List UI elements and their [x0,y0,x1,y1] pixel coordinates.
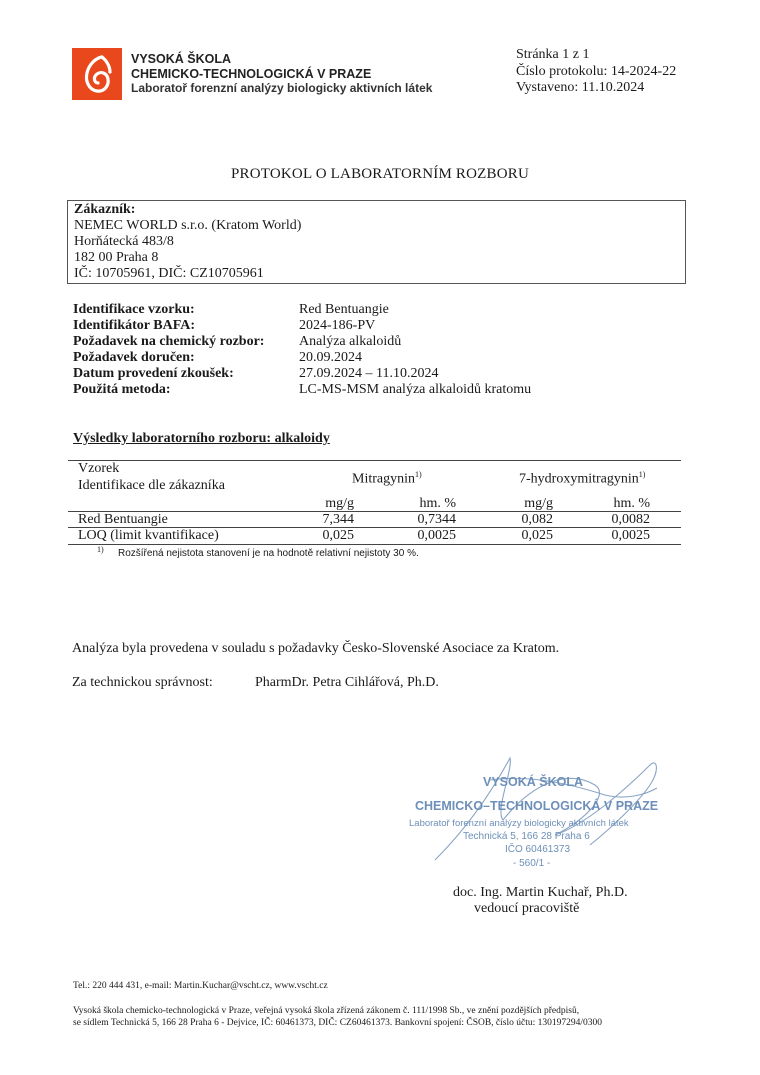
col-header-mitragynin: Mitragynin$^{1)}$ [352,470,422,487]
stamp-line4: Technická 5, 166 28 Praha 6 [463,831,590,842]
bafa-id-label: Identifikátor BAFA: [73,318,195,333]
signatory-name: doc. Ing. Martin Kuchař, Ph.D. [453,885,628,900]
request-delivered-label: Požadavek doručen: [73,350,195,365]
laboratory-name: Laboratoř forenzní analýzy biologicky aktivních látek [131,81,433,95]
analysis-request-label: Požadavek na chemický rozbor: [73,334,265,349]
signatory-role: vedoucí pracoviště [474,901,580,916]
unit-mgg-1: mg/g [325,496,354,511]
row-loq-7oh-mgg: 0,025 [521,528,553,543]
issue-date: Vystaveno: 11.10.2024 [516,80,645,95]
footer-contact: Tel.: 220 444 431, e-mail: Martin.Kuchar@vscht.cz, www.vscht.cz [73,981,328,991]
test-date-label: Datum provedení zkoušek: [73,366,234,381]
stamp-line3: Laboratoř forenzní analýzy biologicky aktivních látek [409,818,629,829]
row-sample-7oh-mgg: 0,082 [521,512,553,527]
customer-ids: IČ: 10705961, DIČ: CZ10705961 [74,266,264,281]
test-date-value: 27.09.2024 – 11.10.2024 [299,366,439,381]
document-title: PROTOKOL O LABORATORNÍM ROZBORU [230,166,530,182]
vscht-logo [72,48,122,100]
institution-name-line1: VYSOKÁ ŠKOLA [131,52,232,66]
method-value: LC-MS-MSM analýza alkaloidů kratomu [299,382,532,397]
customer-street: Horňátecká 483/8 [74,234,174,249]
technical-label: Za technickou správnost: [72,675,213,690]
row-sample-name: Red Bentuangie [78,512,168,527]
footnote-mark: 1) [97,545,104,554]
unit-hm-1: hm. % [419,496,456,511]
customer-heading: Zákazník: [74,202,136,217]
row-loq-7oh-hm: 0,0025 [611,528,650,543]
stamp-line5: IČO 60461373 [505,844,571,855]
footer-legal-line1: Vysoká škola chemicko-technologická v Praze, veřejná vysoká škola zřízená zákonem č. 111/1998 Sb., ve znění pozdějších předpisů, [73,1006,580,1016]
table-top-rule [68,460,681,461]
row-loq-name: LOQ (limit kvantifikace) [78,528,219,543]
technical-name: PharmDr. Petra Cihlářová, Ph.D. [255,675,439,690]
footnote-text: Rozšířená nejistota stanovení je na hodnotě relativní nejistoty 30 %. [118,548,419,559]
col-header-sample: Vzorek [78,461,120,476]
page-number: Stránka 1 z 1 [516,47,590,62]
unit-mgg-2: mg/g [524,496,553,511]
analysis-request-value: Analýza alkaloidů [299,334,402,349]
request-delivered-value: 20.09.2024 [299,350,362,365]
row-sample-mit-mgg: 7,344 [322,512,354,527]
institution-name-line2: CHEMICKO-TECHNOLOGICKÁ V PRAZE [131,67,372,81]
stamp-line2: CHEMICKO–TECHNOLOGICKÁ V PRAZE [415,799,659,813]
compliance-statement: Analýza byla provedena v souladu s požadavky Česko-Slovenské Asociace za Kratom. [72,641,560,656]
row-loq-mit-mgg: 0,025 [322,528,354,543]
col-header-sample-sub: Identifikace dle zákazníka [78,478,225,493]
row-sample-mit-hm: 0,7344 [417,512,456,527]
method-label: Použitá metoda: [73,382,171,397]
customer-city: 182 00 Praha 8 [74,250,159,265]
row-loq-mit-hm: 0,0025 [417,528,456,543]
results-heading: Výsledky laboratorního rozboru: alkaloidy [73,431,330,446]
institution-stamp [395,740,695,875]
protocol-number: Číslo protokolu: 14-2024-22 [516,64,677,79]
col-header-7oh-mitragynin: 7-hydroxymitragynin$^{1)}$ [519,470,646,487]
stamp-line6: - 560/1 - [513,858,551,869]
table-bottom-rule [68,544,681,545]
footer-legal-line2: se sídlem Technická 5, 166 28 Praha 6 - Dejvice, IČ: 60461373, DIČ: CZ60461373. Bankovní spojení: ČSOB, číslo účtu: 130197294/0300 [73,1018,602,1028]
bafa-id-value: 2024-186-PV [299,318,376,333]
row-sample-7oh-hm: 0,0082 [611,512,650,527]
sample-id-label: Identifikace vzorku: [73,302,195,317]
customer-name: NEMEC WORLD s.r.o. (Kratom World) [74,218,302,233]
sample-id-value: Red Bentuangie [299,302,389,317]
stamp-line1: VYSOKÁ ŠKOLA [483,775,584,789]
unit-hm-2: hm. % [613,496,650,511]
